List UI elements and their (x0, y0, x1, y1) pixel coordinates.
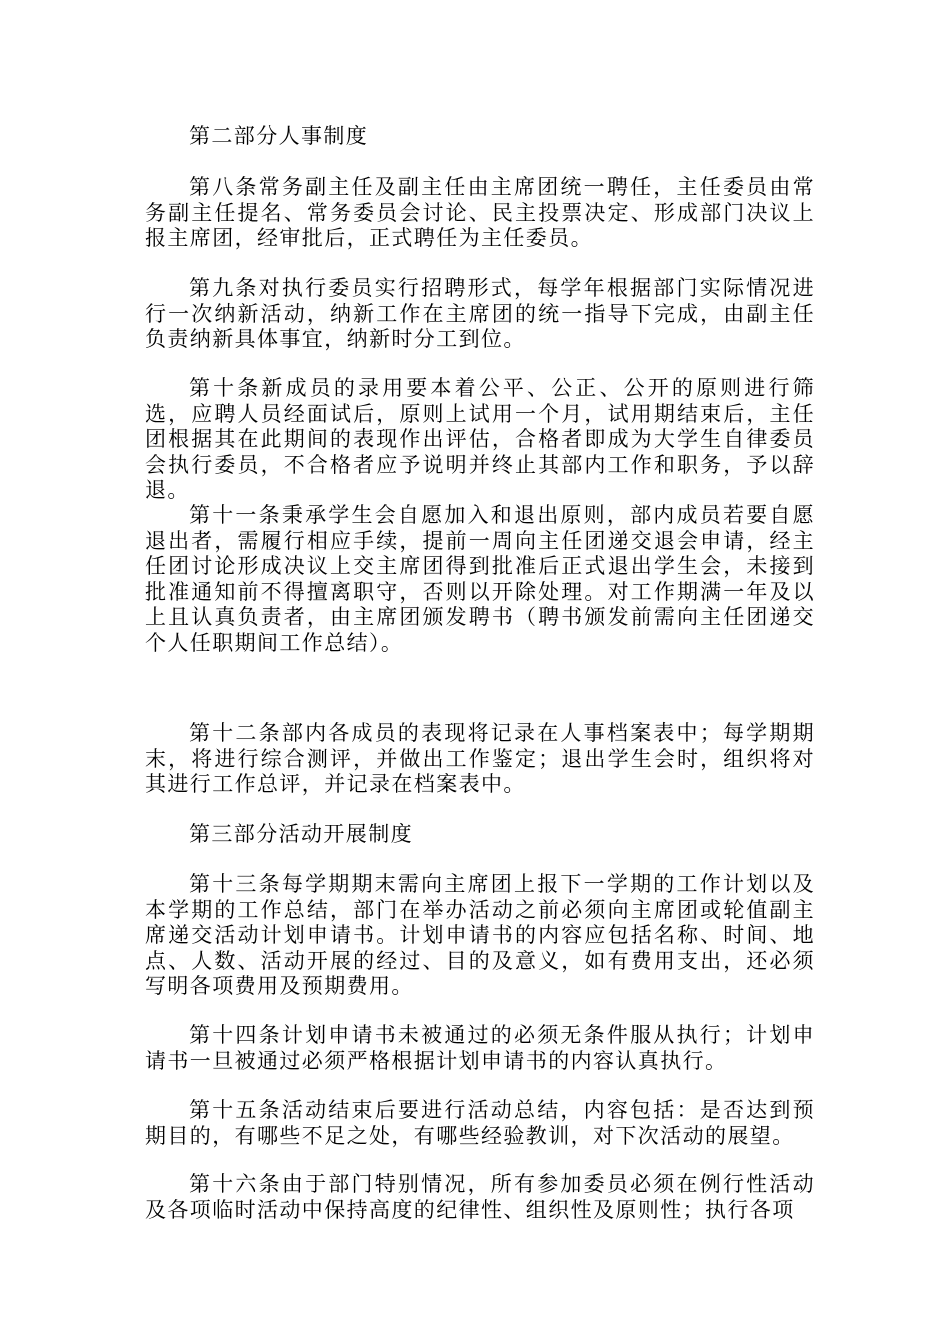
article-15-paragraph: 第十五条活动结束后要进行活动总结，内容包括：是否达到预期目的，有哪些不足之处，有哪些经验教训，对下次活动的展望。 (145, 1098, 815, 1148)
article-11-paragraph: 第十一条秉承学生会自愿加入和退出原则，部内成员若要自愿退出者，需履行相应手续，提前一周向主任团递交退会申请，经主任团讨论形成决议上交主席团得到批准后正式退出学生会，未接到批准通知前不得擅离职守，否则以开除处理。对工作期满一年及以上且认真负责者，由主席团颁发聘书（聘书颁发前需向主任团递交个人任职期间工作总结）。 (145, 503, 815, 655)
article-8-paragraph: 第八条常务副主任及副主任由主席团统一聘任，主任委员由常务副主任提名、常务委员会讨论、民主投票决定、形成部门决议上报主席团，经审批后，正式聘任为主任委员。 (145, 175, 815, 250)
article-14-paragraph: 第十四条计划申请书未被通过的必须无条件服从执行；计划申请书一旦被通过必须严格根据计划申请书的内容认真执行。 (145, 1023, 815, 1073)
section-heading-personnel: 第二部分人事制度 (189, 124, 369, 148)
section-heading-activities: 第三部分活动开展制度 (189, 822, 413, 846)
article-13-paragraph: 第十三条每学期期末需向主席团上报下一学期的工作计划以及本学期的工作总结，部门在举办活动之前必须向主席团或轮值副主席递交活动计划申请书。计划申请书的内容应包括名称、时间、地点、人数、活动开展的经过、目的及意义，如有费用支出，还必须写明各项费用及预期费用。 (145, 872, 815, 998)
article-12-paragraph: 第十二条部内各成员的表现将记录在人事档案表中；每学期期末，将进行综合测评，并做出工作鉴定；退出学生会时，组织将对其进行工作总评，并记录在档案表中。 (145, 721, 815, 796)
article-16-paragraph: 第十六条由于部门特别情况，所有参加委员必须在例行性活动及各项临时活动中保持高度的纪律性、组织性及原则性；执行各项 (145, 1172, 815, 1222)
article-9-paragraph: 第九条对执行委员实行招聘形式，每学年根据部门实际情况进行一次纳新活动，纳新工作在主席团的统一指导下完成，由副主任负责纳新具体事宜，纳新时分工到位。 (145, 276, 815, 351)
article-10-paragraph: 第十条新成员的录用要本着公平、公正、公开的原则进行筛选，应聘人员经面试后，原则上试用一个月，试用期结束后，主任团根据其在此期间的表现作出评估，合格者即成为大学生自律委员会执行委员，不合格者应予说明并终止其部内工作和职务，予以辞退。 (145, 376, 815, 502)
